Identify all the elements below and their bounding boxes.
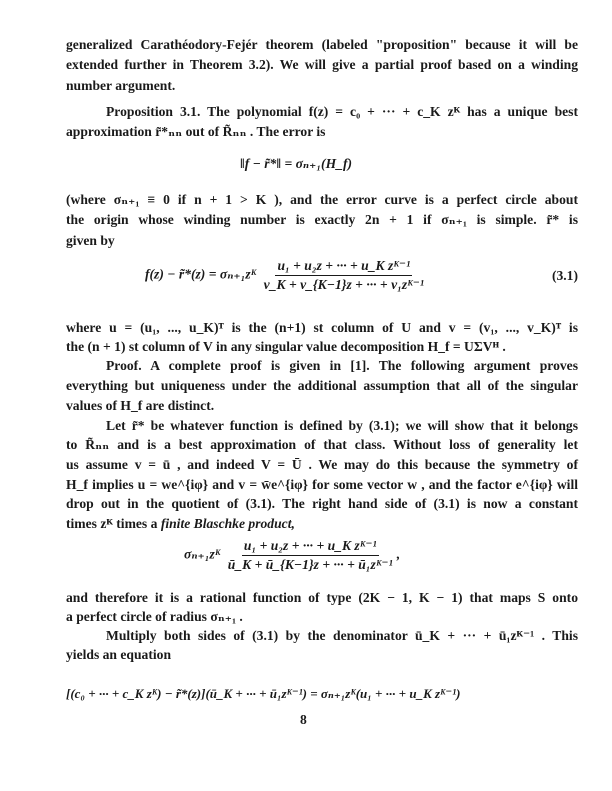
text-line: us assume v = ū , and indeed V = Ū . We may do this because the symmetry of [66,457,578,472]
text-line: extended further in Theorem 3.2). We will give a partial proof based on a winding [66,57,578,72]
text-line: (where σₙ₊₁ ≡ 0 if n + 1 > K ), and the error curve is a perfect circle about [66,192,578,207]
text-line: Multiply both sides of (3.1) by the denominator ū_K + ··· + ū₁zᴷ⁻¹ . This [106,628,578,643]
text-line: values of H_f are distinct. [66,398,215,413]
equation-label: (3.1) [551,268,578,283]
text-line: everything but uniqueness under the additional assumption that all of the singular [66,378,578,393]
eq-fraction [226,538,395,573]
text-line: Let r̃* be whatever function is defined by (3.1); we will show that it belongs [106,418,578,433]
eq-lhs: σₙ₊₁zᴷ [184,546,221,562]
eq-numerator: u₁ + u₂z + ··· + u_K zᴷ⁻¹ [242,538,379,556]
text-line: number argument. [66,78,176,93]
final-equation: [(c₀ + ··· + c_K zᴷ) − r̃*(z)](ū_K + ··· + ū₁zᴷ⁻¹) = σₙ₊₁zᴷ(u₁ + ··· + u_K zᴷ⁻¹) [66,686,461,701]
text-line: to R̃ₙₙ and is a best approximation of that class. Without loss of generality let [66,437,578,452]
eq-lhs: f(z) − r̃*(z) = σₙ₊₁zᴷ [145,266,257,282]
eq-denominator: v_K + v_{K−1}z + ··· + v₁zᴷ⁻¹ [263,277,424,292]
equation-3-1 [145,258,578,293]
blaschke-equation [184,538,400,573]
eq-fraction [262,258,426,293]
text-line: where u = (u₁, ..., u_K)ᵀ is the (n+1) st column of U and v = (v₁, ..., v_K)ᵀ is [66,320,578,335]
text-line: drop out in the quotient of (3.1). The right hand side of (3.1) is now a constant [66,496,578,511]
text-line: H_f implies u = we^{iφ} and v = w̄e^{iφ} for some vector w , and the factor e^{iφ} will [66,477,578,492]
text-segment: times zᴷ times a [66,516,161,531]
error-equation: ‖f − r̃*‖ = σₙ₊₁(H_f) [240,156,353,171]
page-number: 8 [300,712,307,727]
eq-denominator: ū_K + ū_{K−1}z + ··· + ū₁zᴷ⁻¹ [227,557,393,572]
text-line: generalized Carathéodory-Fejér theorem (labeled "proposition" because it will be [66,37,578,52]
italic-term: finite Blaschke product, [160,516,295,531]
text-line: approximation r̃*ₙₙ out of R̃ₙₙ . The error is [66,124,326,139]
text-line: the (n + 1) st column of V in any singular value decomposition H_f = UΣVᴴ . [66,339,506,354]
proof-heading-line: Proof. A complete proof is given in [1]. The following argument proves [106,358,578,373]
text-line: yields an equation [66,647,171,662]
eq-trailing-comma: , [396,546,401,562]
proposition-heading-line: Proposition 3.1. The polynomial f(z) = c₀ + ··· + c_K zᴷ has a unique best [106,104,578,119]
text-line: a perfect circle of radius σₙ₊₁ . [66,609,243,624]
text-line [66,516,578,532]
eq-numerator: u₁ + u₂z + ··· + u_K zᴷ⁻¹ [275,258,412,276]
text-line: the origin whose winding number is exactly 2n + 1 if σₙ₊₁ is simple. r̃* is [66,212,578,227]
text-line: and therefore it is a rational function of type (2K − 1, K − 1) that maps S onto [66,590,578,605]
text-line: given by [66,233,115,248]
